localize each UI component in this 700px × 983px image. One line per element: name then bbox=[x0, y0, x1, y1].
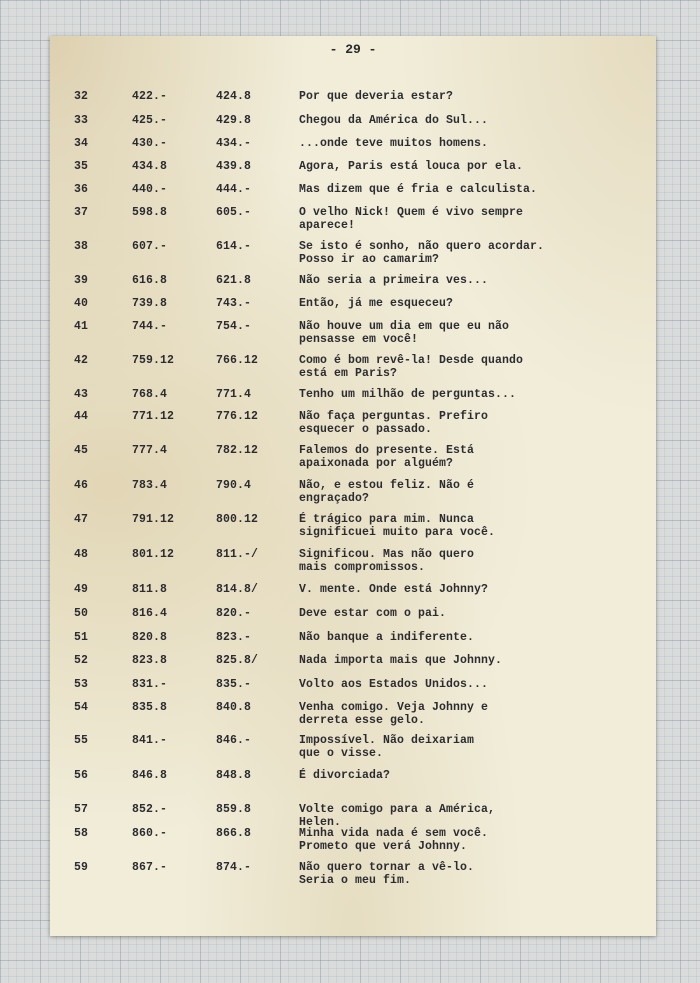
subtitle-text bbox=[299, 734, 649, 760]
subtitle-text-line: Não seria a primeira ves... bbox=[299, 274, 489, 287]
subtitle-text bbox=[299, 444, 649, 470]
subtitle-number: 38 bbox=[74, 240, 89, 253]
subtitle-number: 51 bbox=[74, 631, 89, 644]
subtitle-number: 49 bbox=[74, 583, 89, 596]
subtitle-number: 59 bbox=[74, 861, 89, 874]
timecode-out: 743.- bbox=[216, 297, 252, 310]
subtitle-number: 57 bbox=[74, 803, 89, 816]
subtitle-text-line: pensasse em você! bbox=[299, 333, 419, 346]
subtitle-text bbox=[299, 513, 649, 539]
subtitle-text-line: Minha vida nada é sem você. bbox=[299, 827, 489, 840]
subtitle-number: 32 bbox=[74, 90, 89, 103]
subtitle-text bbox=[299, 297, 649, 310]
timecode-out: 439.8 bbox=[216, 160, 252, 173]
subtitle-text-line: apaixonada por alguém? bbox=[299, 457, 454, 470]
subtitle-text-line: É trágico para mim. Nunca bbox=[299, 513, 475, 526]
subtitle-text-line: Agora, Paris está louca por ela. bbox=[299, 160, 524, 173]
typed-page bbox=[50, 36, 656, 936]
timecode-out: 621.8 bbox=[216, 274, 252, 287]
timecode-in: 739.8 bbox=[132, 297, 168, 310]
subtitle-text-line: Chegou da América do Sul... bbox=[299, 114, 489, 127]
subtitle-text-line: Volto aos Estados Unidos... bbox=[299, 678, 489, 691]
subtitle-text bbox=[299, 160, 649, 173]
timecode-out: 874.- bbox=[216, 861, 252, 874]
timecode-out: 866.8 bbox=[216, 827, 252, 840]
subtitle-text bbox=[299, 701, 649, 727]
subtitle-number: 44 bbox=[74, 410, 89, 423]
subtitle-text bbox=[299, 583, 649, 596]
timecode-in: 777.4 bbox=[132, 444, 168, 457]
subtitle-number: 37 bbox=[74, 206, 89, 219]
subtitle-number: 56 bbox=[74, 769, 89, 782]
timecode-in: 425.- bbox=[132, 114, 168, 127]
timecode-out: 766.12 bbox=[216, 354, 259, 367]
subtitle-text bbox=[299, 861, 649, 887]
timecode-in: 759.12 bbox=[132, 354, 175, 367]
subtitle-text bbox=[299, 654, 649, 667]
subtitle-text bbox=[299, 827, 649, 853]
timecode-in: 616.8 bbox=[132, 274, 168, 287]
timecode-in: 434.8 bbox=[132, 160, 168, 173]
subtitle-number: 35 bbox=[74, 160, 89, 173]
subtitle-text bbox=[299, 240, 649, 266]
subtitle-number: 52 bbox=[74, 654, 89, 667]
subtitle-number: 34 bbox=[74, 137, 89, 150]
timecode-in: 820.8 bbox=[132, 631, 168, 644]
subtitle-text bbox=[299, 320, 649, 346]
subtitle-text-line: Mas dizem que é fria e calculista. bbox=[299, 183, 538, 196]
timecode-in: 440.- bbox=[132, 183, 168, 196]
subtitle-number: 48 bbox=[74, 548, 89, 561]
subtitle-text-line: Por que deveria estar? bbox=[299, 90, 454, 103]
subtitle-text-line: Não quero tornar a vê-lo. bbox=[299, 861, 475, 874]
timecode-in: 835.8 bbox=[132, 701, 168, 714]
timecode-out: 790.4 bbox=[216, 479, 252, 492]
timecode-out: 835.- bbox=[216, 678, 252, 691]
subtitle-number: 46 bbox=[74, 479, 89, 492]
timecode-in: 801.12 bbox=[132, 548, 175, 561]
timecode-in: 867.- bbox=[132, 861, 168, 874]
subtitle-text-line: Falemos do presente. Está bbox=[299, 444, 475, 457]
timecode-in: 430.- bbox=[132, 137, 168, 150]
subtitle-text-line: Como é bom revê-la! Desde quando bbox=[299, 354, 524, 367]
subtitle-text bbox=[299, 410, 649, 436]
subtitle-text-line: Posso ir ao camarim? bbox=[299, 253, 440, 266]
subtitle-text-line: Não banque a indiferente. bbox=[299, 631, 475, 644]
subtitle-text bbox=[299, 479, 649, 505]
subtitle-text-line: ...onde teve muitos homens. bbox=[299, 137, 489, 150]
timecode-in: 744.- bbox=[132, 320, 168, 333]
timecode-out: 782.12 bbox=[216, 444, 259, 457]
subtitle-text-line: aparece! bbox=[299, 219, 356, 232]
subtitle-text bbox=[299, 354, 649, 380]
timecode-out: 800.12 bbox=[216, 513, 259, 526]
timecode-out: 823.- bbox=[216, 631, 252, 644]
subtitle-text bbox=[299, 678, 649, 691]
timecode-in: 816.4 bbox=[132, 607, 168, 620]
subtitle-number: 54 bbox=[74, 701, 89, 714]
subtitle-text bbox=[299, 137, 649, 150]
subtitle-text-line: derreta esse gelo. bbox=[299, 714, 426, 727]
timecode-in: 823.8 bbox=[132, 654, 168, 667]
timecode-in: 791.12 bbox=[132, 513, 175, 526]
subtitle-text bbox=[299, 607, 649, 620]
subtitle-text-line: É divorciada? bbox=[299, 769, 391, 782]
timecode-out: 846.- bbox=[216, 734, 252, 747]
timecode-in: 422.- bbox=[132, 90, 168, 103]
subtitle-number: 47 bbox=[74, 513, 89, 526]
timecode-out: 434.- bbox=[216, 137, 252, 150]
timecode-in: 607.- bbox=[132, 240, 168, 253]
subtitle-text bbox=[299, 206, 649, 232]
timecode-in: 852.- bbox=[132, 803, 168, 816]
timecode-in: 783.4 bbox=[132, 479, 168, 492]
timecode-out: 605.- bbox=[216, 206, 252, 219]
subtitle-text bbox=[299, 183, 649, 196]
timecode-out: 811.-/ bbox=[216, 548, 259, 561]
subtitle-text bbox=[299, 90, 649, 103]
subtitle-number: 43 bbox=[74, 388, 89, 401]
subtitle-text-line: Volte comigo para a América, bbox=[299, 803, 496, 816]
subtitle-text-line: Então, já me esqueceu? bbox=[299, 297, 454, 310]
subtitle-number: 45 bbox=[74, 444, 89, 457]
subtitle-text bbox=[299, 769, 649, 782]
timecode-out: 859.8 bbox=[216, 803, 252, 816]
subtitle-text-line: Prometo que verá Johnny. bbox=[299, 840, 468, 853]
subtitle-text bbox=[299, 803, 649, 829]
timecode-in: 841.- bbox=[132, 734, 168, 747]
page-number: - 29 - bbox=[329, 42, 377, 57]
subtitle-text-line: O velho Nick! Quem é vivo sempre bbox=[299, 206, 524, 219]
timecode-out: 754.- bbox=[216, 320, 252, 333]
subtitle-number: 58 bbox=[74, 827, 89, 840]
subtitle-text-line: V. mente. Onde está Johnny? bbox=[299, 583, 489, 596]
subtitle-text-line: Impossível. Não deixariam bbox=[299, 734, 475, 747]
timecode-in: 846.8 bbox=[132, 769, 168, 782]
subtitle-text-line: Nada importa mais que Johnny. bbox=[299, 654, 503, 667]
subtitle-text-line: Não faça perguntas. Prefiro bbox=[299, 410, 489, 423]
timecode-out: 424.8 bbox=[216, 90, 252, 103]
subtitle-text-line: Significou. Mas não quero bbox=[299, 548, 475, 561]
timecode-in: 768.4 bbox=[132, 388, 168, 401]
subtitle-text-line: Se isto é sonho, não quero acordar. bbox=[299, 240, 545, 253]
timecode-in: 860.- bbox=[132, 827, 168, 840]
subtitle-number: 39 bbox=[74, 274, 89, 287]
subtitle-number: 50 bbox=[74, 607, 89, 620]
subtitle-text bbox=[299, 114, 649, 127]
subtitle-text-line: que o visse. bbox=[299, 747, 384, 760]
subtitle-text-line: engraçado? bbox=[299, 492, 370, 505]
subtitle-number: 42 bbox=[74, 354, 89, 367]
subtitle-number: 33 bbox=[74, 114, 89, 127]
subtitle-number: 36 bbox=[74, 183, 89, 196]
subtitle-text-line: Não, e estou feliz. Não é bbox=[299, 479, 475, 492]
subtitle-text-line: mais compromissos. bbox=[299, 561, 426, 574]
subtitle-text-line: esquecer o passado. bbox=[299, 423, 433, 436]
timecode-out: 848.8 bbox=[216, 769, 252, 782]
timecode-out: 771.4 bbox=[216, 388, 252, 401]
timecode-out: 444.- bbox=[216, 183, 252, 196]
timecode-out: 814.8/ bbox=[216, 583, 259, 596]
timecode-out: 614.- bbox=[216, 240, 252, 253]
subtitle-text-line: Tenho um milhão de perguntas... bbox=[299, 388, 517, 401]
timecode-in: 598.8 bbox=[132, 206, 168, 219]
subtitle-text bbox=[299, 548, 649, 574]
timecode-out: 840.8 bbox=[216, 701, 252, 714]
timecode-out: 825.8/ bbox=[216, 654, 259, 667]
timecode-in: 811.8 bbox=[132, 583, 168, 596]
subtitle-text bbox=[299, 631, 649, 644]
subtitle-number: 53 bbox=[74, 678, 89, 691]
subtitle-text-line: está em Paris? bbox=[299, 367, 398, 380]
timecode-in: 831.- bbox=[132, 678, 168, 691]
subtitle-number: 41 bbox=[74, 320, 89, 333]
timecode-out: 820.- bbox=[216, 607, 252, 620]
subtitle-number: 40 bbox=[74, 297, 89, 310]
subtitle-text-line: Seria o meu fim. bbox=[299, 874, 412, 887]
subtitle-text-line: Deve estar com o pai. bbox=[299, 607, 447, 620]
subtitle-text-line: significuei muito para você. bbox=[299, 526, 496, 539]
subtitle-text bbox=[299, 388, 649, 401]
timecode-out: 429.8 bbox=[216, 114, 252, 127]
timecode-out: 776.12 bbox=[216, 410, 259, 423]
subtitle-text bbox=[299, 274, 649, 287]
subtitle-text-line: Venha comigo. Veja Johnny e bbox=[299, 701, 489, 714]
subtitle-text-line: Não houve um dia em que eu não bbox=[299, 320, 510, 333]
timecode-in: 771.12 bbox=[132, 410, 175, 423]
subtitle-text-line: Helen. bbox=[299, 816, 342, 829]
subtitle-number: 55 bbox=[74, 734, 89, 747]
